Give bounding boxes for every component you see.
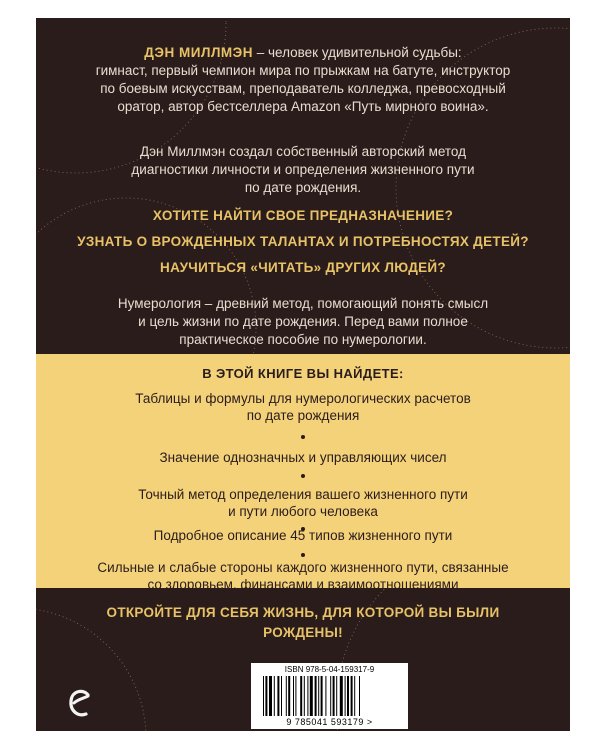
intro-line-2: гимнаст, первый чемпион мира по прыжкам на батуте, инструктор xyxy=(95,63,511,78)
barcode-stripe xyxy=(307,676,308,716)
barcode-stripe xyxy=(269,676,272,716)
contents-item-line: со здоровьем, финансами и взаимоотношениями xyxy=(147,577,459,592)
contents-item-line: Точный метод определения вашего жизненного пути xyxy=(138,487,468,502)
question-purpose: ХОТИТЕ НАЙТИ СВОЕ ПРЕДНАЗНАЧЕНИЕ? xyxy=(152,208,454,223)
contents-item xyxy=(36,390,570,424)
barcode-stripe xyxy=(333,676,335,716)
barcode-stripe xyxy=(340,676,343,716)
intro-line-4: оратор, автор бестселлера Amazon «Путь мирного воина». xyxy=(117,99,489,114)
barcode-number: 9 785041 593179 > xyxy=(286,717,373,727)
isbn-text: ISBN 978-5-04-159317-9 xyxy=(284,665,375,674)
contents-item-line: Таблицы и формулы для нумерологических расчетов xyxy=(135,391,471,406)
barcode-stripe xyxy=(310,676,313,716)
question-children: УЗНАТЬ О ВРОЖДЕННЫХ ТАЛАНТАХ И ПОТРЕБНОСТЯХ ДЕТЕЙ? xyxy=(77,234,529,249)
barcode-stripe xyxy=(277,676,279,716)
author-name: ДЭН МИЛЛМЭН xyxy=(144,45,254,60)
numerology-paragraph xyxy=(36,295,570,349)
barcode-stripe xyxy=(351,676,353,716)
contents-item xyxy=(36,449,570,466)
book-contents-panel xyxy=(36,354,570,592)
numerology-line-2: и цель жизни по дате рождения. Перед вами полное xyxy=(138,314,468,329)
barcode-stripe xyxy=(293,676,294,716)
contents-item xyxy=(36,559,570,593)
cta-line-2: РОЖДЕНЫ! xyxy=(263,625,343,640)
question-read-people: НАУЧИТЬСЯ «ЧИТАТЬ» ДРУГИХ ЛЮДЕЙ? xyxy=(160,260,446,275)
intro-line-1-text: – человек удивительной судьбы: xyxy=(253,45,462,60)
method-paragraph xyxy=(36,143,570,197)
call-to-action xyxy=(36,603,570,643)
contents-item-line: Подробное описание 45 типов жизненного пути xyxy=(153,528,453,543)
barcode-stripe xyxy=(295,676,296,716)
barcode-stripe xyxy=(304,676,305,716)
barcode-bars xyxy=(263,676,396,716)
numerology-line-3: практическое пособие по нумерологии. xyxy=(179,332,427,347)
barcode-stripe xyxy=(347,676,349,716)
contents-item-line: Сильные и слабые стороны каждого жизненного пути, связанные xyxy=(97,560,509,575)
intro-line-3: по боевым искусствам, преподаватель колледжа, превосходный xyxy=(100,81,506,96)
barcode-stripe xyxy=(288,676,290,716)
book-contents-title: В ЭТОЙ КНИГЕ ВЫ НАЙДЕТЕ: xyxy=(202,366,404,381)
back-cover xyxy=(36,18,570,731)
barcode-stripe xyxy=(354,676,355,716)
intro-line-1 xyxy=(36,44,570,62)
barcode-stripe xyxy=(286,676,287,716)
barcode xyxy=(251,663,408,729)
barcode-stripe xyxy=(325,676,326,716)
barcode-stripe xyxy=(359,676,360,716)
publisher-e-logo-icon xyxy=(66,686,94,720)
barcode-stripe xyxy=(321,676,323,716)
barcode-stripe xyxy=(281,676,282,716)
bullet-dot xyxy=(301,435,305,439)
method-line-1: Дэн Миллмэн создал собственный авторский метод xyxy=(139,144,467,159)
barcode-stripe xyxy=(300,676,302,716)
numerology-line-1: Нумерология – древний метод, помогающий понять смысл xyxy=(117,296,489,311)
barcode-stripe xyxy=(330,676,331,716)
contents-item xyxy=(36,527,570,544)
bullet-dot xyxy=(301,553,305,557)
barcode-stripe xyxy=(315,676,317,716)
method-line-2: диагностики личности и определения жизненного пути xyxy=(131,162,475,177)
contents-item xyxy=(36,486,570,520)
author-intro xyxy=(36,44,570,116)
contents-item-line: по дате рождения xyxy=(246,408,360,423)
cta-line-1: ОТКРОЙТЕ ДЛЯ СЕБЯ ЖИЗНЬ, ДЛЯ КОТОРОЙ ВЫ БЫЛИ xyxy=(106,605,500,620)
contents-item-line: и пути любого человека xyxy=(228,504,378,519)
bullet-dot xyxy=(301,474,305,478)
barcode-stripe xyxy=(318,676,319,716)
barcode-stripe xyxy=(265,676,267,716)
barcode-stripe xyxy=(274,676,275,716)
contents-item-line: Значение однозначных и управляющих чисел xyxy=(159,450,447,465)
method-line-3: по дате рождения. xyxy=(244,180,362,195)
barcode-stripe xyxy=(336,676,337,716)
barcode-stripe xyxy=(345,676,346,716)
barcode-stripe xyxy=(263,676,264,716)
